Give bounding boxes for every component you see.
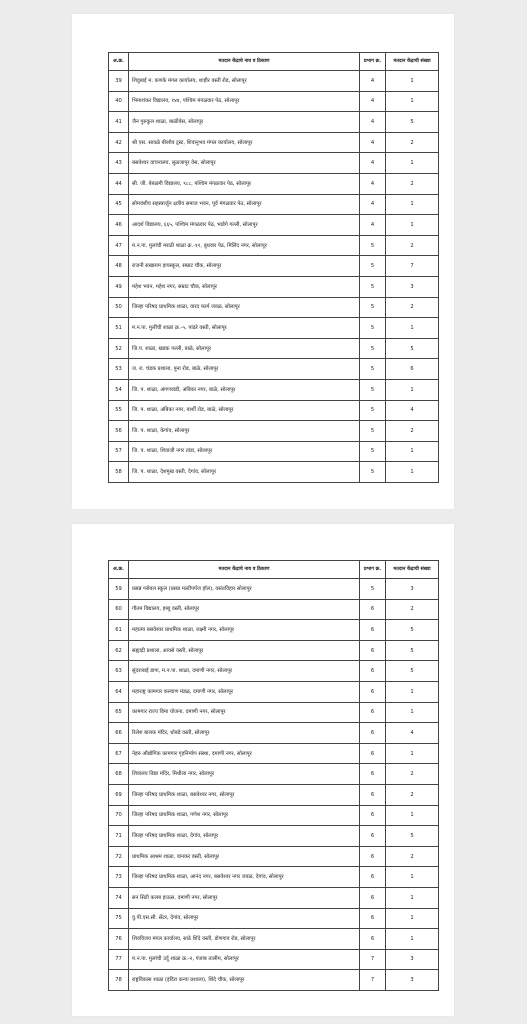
table-row <box>109 702 439 723</box>
serial-cell: 55 <box>109 400 129 421</box>
name-header: मतदान केंद्राचे नाव व ठिकाण <box>129 561 360 579</box>
table-row <box>109 681 439 702</box>
station-name-cell: जिल्हा परिषद प्राथमिक शाळा, गणेश नगर, सोलापूर <box>129 805 360 826</box>
serial-cell: 62 <box>109 640 129 661</box>
table-row <box>109 743 439 764</box>
table-row <box>109 235 439 256</box>
count-cell: 1 <box>386 379 439 400</box>
count-cell: 2 <box>386 235 439 256</box>
serial-cell: 61 <box>109 620 129 641</box>
count-cell: 2 <box>386 132 439 153</box>
station-name-cell: भिमाशंकर विद्यालय, १४४, पश्चिम मंगळवार पेठ, सोलापूर <box>129 91 360 112</box>
ward-cell: 6 <box>360 846 386 867</box>
count-cell: 5 <box>386 661 439 682</box>
station-name-cell: सोमवंशीय सहस्त्रार्जुन क्षत्रीय समाज भवन, पूर्व मंगळवार पेठ, सोलापूर <box>129 194 360 215</box>
ward-cell: 6 <box>360 743 386 764</box>
count-cell: 1 <box>386 441 439 462</box>
ward-cell: 5 <box>360 318 386 339</box>
count-cell: 1 <box>386 71 439 92</box>
station-name-cell: सन सिटी कलब हाऊस, दमाणी नगर, सोलापूर <box>129 887 360 908</box>
ward-cell: 6 <box>360 887 386 908</box>
table-row <box>109 867 439 888</box>
station-name-cell: आदर्श विद्यालय, ६६५, पश्चिम मंगळवार पेठ, भाडेगे गल्ली, सोलापूर <box>129 215 360 236</box>
serial-cell: 75 <box>109 908 129 929</box>
serial-cell: 54 <box>109 379 129 400</box>
station-name-cell: श्री एस. सावळे बीरशैव ट्रस्ट, शिवानुभव मंगल कार्यालय, सोलापूर <box>129 132 360 153</box>
station-name-cell: गौतम विद्यालय, हब्बू वस्ती, सोलापूर <box>129 599 360 620</box>
count-cell: 2 <box>386 764 439 785</box>
serial-cell: 42 <box>109 132 129 153</box>
count-cell: 1 <box>386 805 439 826</box>
table-row <box>109 784 439 805</box>
serial-cell: 65 <box>109 702 129 723</box>
station-name-cell: जि.प. शाळा, खडक गल्ली, बाळे, सोलापूर <box>129 338 360 359</box>
ward-cell: 5 <box>360 235 386 256</box>
count-cell: 4 <box>386 400 439 421</box>
count-cell: 1 <box>386 887 439 908</box>
table-header-row <box>109 561 439 579</box>
table-row <box>109 805 439 826</box>
count-cell: 1 <box>386 743 439 764</box>
station-name-cell: राष्ट्रविकास शाळा (इंदिरा कन्या प्रशाला), शिंदे चौक, सोलापूर <box>129 970 360 991</box>
station-name-cell: जिल्हा परिषद प्राथमिक शाळा, देगांव, सोलापूर <box>129 826 360 847</box>
count-cell: 2 <box>386 784 439 805</box>
ward-header: प्रभाग क्र. <box>360 53 386 71</box>
ward-cell: 6 <box>360 764 386 785</box>
count-cell: 6 <box>386 359 439 380</box>
ward-cell: 5 <box>360 379 386 400</box>
station-name-cell: प्रसन्न ग्लोबल स्कूल (प्रसन्न मल्टीपर्पज हॉल), वसंतविहार सोलापूर <box>129 579 360 600</box>
ward-cell: 5 <box>360 421 386 442</box>
table-row <box>109 970 439 991</box>
polling-stations-table <box>108 52 439 483</box>
ward-cell: 6 <box>360 702 386 723</box>
ward-cell: 5 <box>360 359 386 380</box>
ward-cell: 6 <box>360 723 386 744</box>
ward-cell: 4 <box>360 71 386 92</box>
count-cell: 2 <box>386 173 439 194</box>
count-cell: 3 <box>386 276 439 297</box>
serial-cell: 73 <box>109 867 129 888</box>
serial-cell: 46 <box>109 215 129 236</box>
station-name-cell: म.न.पा. मुलींची शाळा क्र.-५, पांढरे वस्ती, सोलापूर <box>129 318 360 339</box>
station-name-cell: महात्मा बसवेश्वर प्राथमिक शाळा, लक्ष्मी नगर, सोलापूर <box>129 620 360 641</box>
ward-cell: 5 <box>360 256 386 277</box>
serial-cell: 40 <box>109 91 129 112</box>
ward-cell: 6 <box>360 929 386 950</box>
table-row <box>109 887 439 908</box>
station-name-cell: जिल्हा परिषद प्राथमिक शाळा, वारद फार्म जवळ, सोलापूर <box>129 297 360 318</box>
ward-cell: 6 <box>360 908 386 929</box>
count-cell: 2 <box>386 846 439 867</box>
count-cell: 1 <box>386 929 439 950</box>
station-name-cell: प्राथमिक आश्रम शाळा, वानकर वस्ती, सोलापूर <box>129 846 360 867</box>
ward-cell: 4 <box>360 173 386 194</box>
table-row <box>109 256 439 277</box>
table-row <box>109 276 439 297</box>
station-name-cell: जिल्हा परिषद प्राथमिक शाळा, आनंद नगर, बसवेश्वर नगर जवळ, देगांव, सोलापूर <box>129 867 360 888</box>
serial-cell: 64 <box>109 681 129 702</box>
count-cell: 5 <box>386 338 439 359</box>
table-row <box>109 379 439 400</box>
station-name-cell: जैन गुरुकुल शाळा, बाळीवेस, सोलापूर <box>129 112 360 133</box>
station-name-cell: म.न.पा. मुलांची उर्दू शाळा क्र.-२, पंजाब तालीम, सोलापूर <box>129 949 360 970</box>
serial-cell: 63 <box>109 661 129 682</box>
serial-cell: 57 <box>109 441 129 462</box>
serial-cell: 59 <box>109 579 129 600</box>
serial-header: अ.क्र. <box>109 561 129 579</box>
station-name-cell: सी. जी. बेबळगी विद्यालय, ९८८, पश्चिम मंगळवार पेठ, सोलापूर <box>129 173 360 194</box>
station-name-cell: ज. रा. चंडक प्रशाला, पुना रोड, बाळे, सोलापूर <box>129 359 360 380</box>
station-name-cell: शिवालय विद्या मंदिर, मिथीला नगर, सोलापूर <box>129 764 360 785</box>
count-cell: 3 <box>386 579 439 600</box>
count-cell: 1 <box>386 908 439 929</box>
table-row <box>109 826 439 847</box>
ward-cell: 6 <box>360 620 386 641</box>
station-name-cell: जि. प. शाळा, अंबिका नगर, बार्शी रोड, बाळे, सोलापूर <box>129 400 360 421</box>
count-cell: 1 <box>386 867 439 888</box>
ward-cell: 6 <box>360 640 386 661</box>
table-row <box>109 194 439 215</box>
station-name-cell: जि. प. शाळा, शिवाजी नगर तांडा, सोलापूर <box>129 441 360 462</box>
ward-cell: 7 <box>360 949 386 970</box>
station-name-cell: जिल्हा परिषद प्राथमिक शाळा, बसवेश्वर नगर, सोलापूर <box>129 784 360 805</box>
serial-cell: 58 <box>109 462 129 483</box>
serial-cell: 51 <box>109 318 129 339</box>
table-row <box>109 462 439 483</box>
ward-cell: 5 <box>360 338 386 359</box>
table-row <box>109 153 439 174</box>
count-cell: 1 <box>386 153 439 174</box>
station-name-cell: रिलेश बालक मंदिर, धोबडे वस्ती, सोलापूर <box>129 723 360 744</box>
table-row <box>109 359 439 380</box>
count-header: मतदान केंद्राची संख्या <box>386 561 439 579</box>
serial-cell: 76 <box>109 929 129 950</box>
table-body <box>109 71 439 483</box>
serial-cell: 71 <box>109 826 129 847</box>
station-name-cell: जि. प. शाळा, अंगणवाडी, अंबिका नगर, बाळे, सोलापूर <box>129 379 360 400</box>
ward-cell: 6 <box>360 661 386 682</box>
count-cell: 3 <box>386 949 439 970</box>
document-page-2 <box>72 524 454 1016</box>
ward-cell: 4 <box>360 132 386 153</box>
table-row <box>109 297 439 318</box>
ward-cell: 5 <box>360 297 386 318</box>
table-row <box>109 132 439 153</box>
count-cell: 1 <box>386 462 439 483</box>
table-row <box>109 441 439 462</box>
ward-cell: 6 <box>360 805 386 826</box>
station-name-cell: यु.पी.एस.सी. सेंटर, देगांव, सोलापूर <box>129 908 360 929</box>
table-body <box>109 579 439 991</box>
ward-cell: 6 <box>360 784 386 805</box>
station-name-cell: सह्याद्री प्रशाला, आवसे वस्ती, सोलापूर <box>129 640 360 661</box>
serial-cell: 50 <box>109 297 129 318</box>
count-cell: 1 <box>386 91 439 112</box>
ward-cell: 4 <box>360 112 386 133</box>
ward-cell: 7 <box>360 970 386 991</box>
table-row <box>109 949 439 970</box>
ward-cell: 6 <box>360 826 386 847</box>
count-cell: 2 <box>386 297 439 318</box>
count-cell: 5 <box>386 826 439 847</box>
serial-cell: 68 <box>109 764 129 785</box>
station-name-cell: शिवविजय मंगल कार्यालय, साठे शिंदे वस्ती, डोणगाव रोड, सोलापूर <box>129 929 360 950</box>
serial-cell: 43 <box>109 153 129 174</box>
count-cell: 5 <box>386 112 439 133</box>
ward-cell: 5 <box>360 441 386 462</box>
table-row <box>109 400 439 421</box>
table-row <box>109 723 439 744</box>
serial-header: अ.क्र. <box>109 53 129 71</box>
serial-cell: 39 <box>109 71 129 92</box>
serial-cell: 52 <box>109 338 129 359</box>
table-row <box>109 338 439 359</box>
document-page-1 <box>72 14 454 509</box>
ward-cell: 6 <box>360 599 386 620</box>
serial-cell: 78 <box>109 970 129 991</box>
ward-cell: 6 <box>360 681 386 702</box>
serial-cell: 41 <box>109 112 129 133</box>
table-row <box>109 764 439 785</box>
serial-cell: 69 <box>109 784 129 805</box>
count-cell: 1 <box>386 194 439 215</box>
serial-cell: 45 <box>109 194 129 215</box>
table-row <box>109 421 439 442</box>
count-cell: 1 <box>386 681 439 702</box>
ward-cell: 4 <box>360 153 386 174</box>
polling-stations-table <box>108 560 439 991</box>
table-row <box>109 846 439 867</box>
serial-cell: 53 <box>109 359 129 380</box>
station-name-cell: शिवुबाई म. कणके मंगल कार्यालय, शाहीर वस्ती रोड, सोलापूर <box>129 71 360 92</box>
count-cell: 4 <box>386 723 439 744</box>
table-row <box>109 215 439 236</box>
table-row <box>109 579 439 600</box>
table-row <box>109 620 439 641</box>
serial-cell: 70 <box>109 805 129 826</box>
serial-cell: 56 <box>109 421 129 442</box>
ward-cell: 5 <box>360 462 386 483</box>
table-row <box>109 71 439 92</box>
station-name-cell: बसवेश्वर वाचनालय, लुळजापूर वेस, सोलापूर <box>129 153 360 174</box>
ward-header: प्रभाग क्र. <box>360 561 386 579</box>
station-name-cell: म.न.पा. मुलांची मराठी शाळा क्र.-११, बुधवार पेठ, मिलिंद नगर, सोलापूर <box>129 235 360 256</box>
ward-cell: 4 <box>360 215 386 236</box>
count-cell: 2 <box>386 421 439 442</box>
ward-cell: 6 <box>360 867 386 888</box>
table-row <box>109 640 439 661</box>
ward-cell: 4 <box>360 91 386 112</box>
serial-cell: 49 <box>109 276 129 297</box>
table-row <box>109 929 439 950</box>
serial-cell: 74 <box>109 887 129 908</box>
ward-cell: 4 <box>360 194 386 215</box>
serial-cell: 77 <box>109 949 129 970</box>
ward-cell: 5 <box>360 400 386 421</box>
station-name-cell: सुंदराबाई डागा, म.न.पा. शाळा, दमाणी नगर, सोलापूर <box>129 661 360 682</box>
station-name-cell: जि. प. शाळा, देशमुख वस्ती, देगांव, सोलापूर <box>129 462 360 483</box>
table-row <box>109 91 439 112</box>
count-cell: 1 <box>386 318 439 339</box>
station-name-cell: नेहरु औद्योगिक कामगार गृहनिर्माण संस्था, दमाणी नगर, सोलापूर <box>129 743 360 764</box>
station-name-cell: राजनी सखाराम हायस्कूल, सम्राट चौक, सोलापूर <box>129 256 360 277</box>
ward-cell: 5 <box>360 579 386 600</box>
table-row <box>109 173 439 194</box>
name-header: मतदान केंद्राचे नाव व ठिकाण <box>129 53 360 71</box>
table-row <box>109 599 439 620</box>
serial-cell: 44 <box>109 173 129 194</box>
count-cell: 1 <box>386 215 439 236</box>
table-row <box>109 661 439 682</box>
count-cell: 3 <box>386 970 439 991</box>
serial-cell: 48 <box>109 256 129 277</box>
count-header: मतदान केंद्राची संख्या <box>386 53 439 71</box>
serial-cell: 72 <box>109 846 129 867</box>
count-cell: 5 <box>386 620 439 641</box>
table-header-row <box>109 53 439 71</box>
count-cell: 1 <box>386 702 439 723</box>
table-row <box>109 908 439 929</box>
table-row <box>109 318 439 339</box>
serial-cell: 47 <box>109 235 129 256</box>
serial-cell: 67 <box>109 743 129 764</box>
ward-cell: 5 <box>360 276 386 297</box>
station-name-cell: कामगार राज्य विमा योजना, दमाणी नगर, सोलापूर <box>129 702 360 723</box>
serial-cell: 60 <box>109 599 129 620</box>
station-name-cell: जि. प. शाळा, केगांव, सोलापूर <box>129 421 360 442</box>
serial-cell: 66 <box>109 723 129 744</box>
station-name-cell: महेश भवन, महेश नगर, सम्राट चौक, सोलापूर <box>129 276 360 297</box>
count-cell: 7 <box>386 256 439 277</box>
count-cell: 5 <box>386 640 439 661</box>
count-cell: 2 <box>386 599 439 620</box>
station-name-cell: महाराष्ट्र कामगार कल्याण मंडळ, दमाणी नगर, सोलापूर <box>129 681 360 702</box>
table-row <box>109 112 439 133</box>
